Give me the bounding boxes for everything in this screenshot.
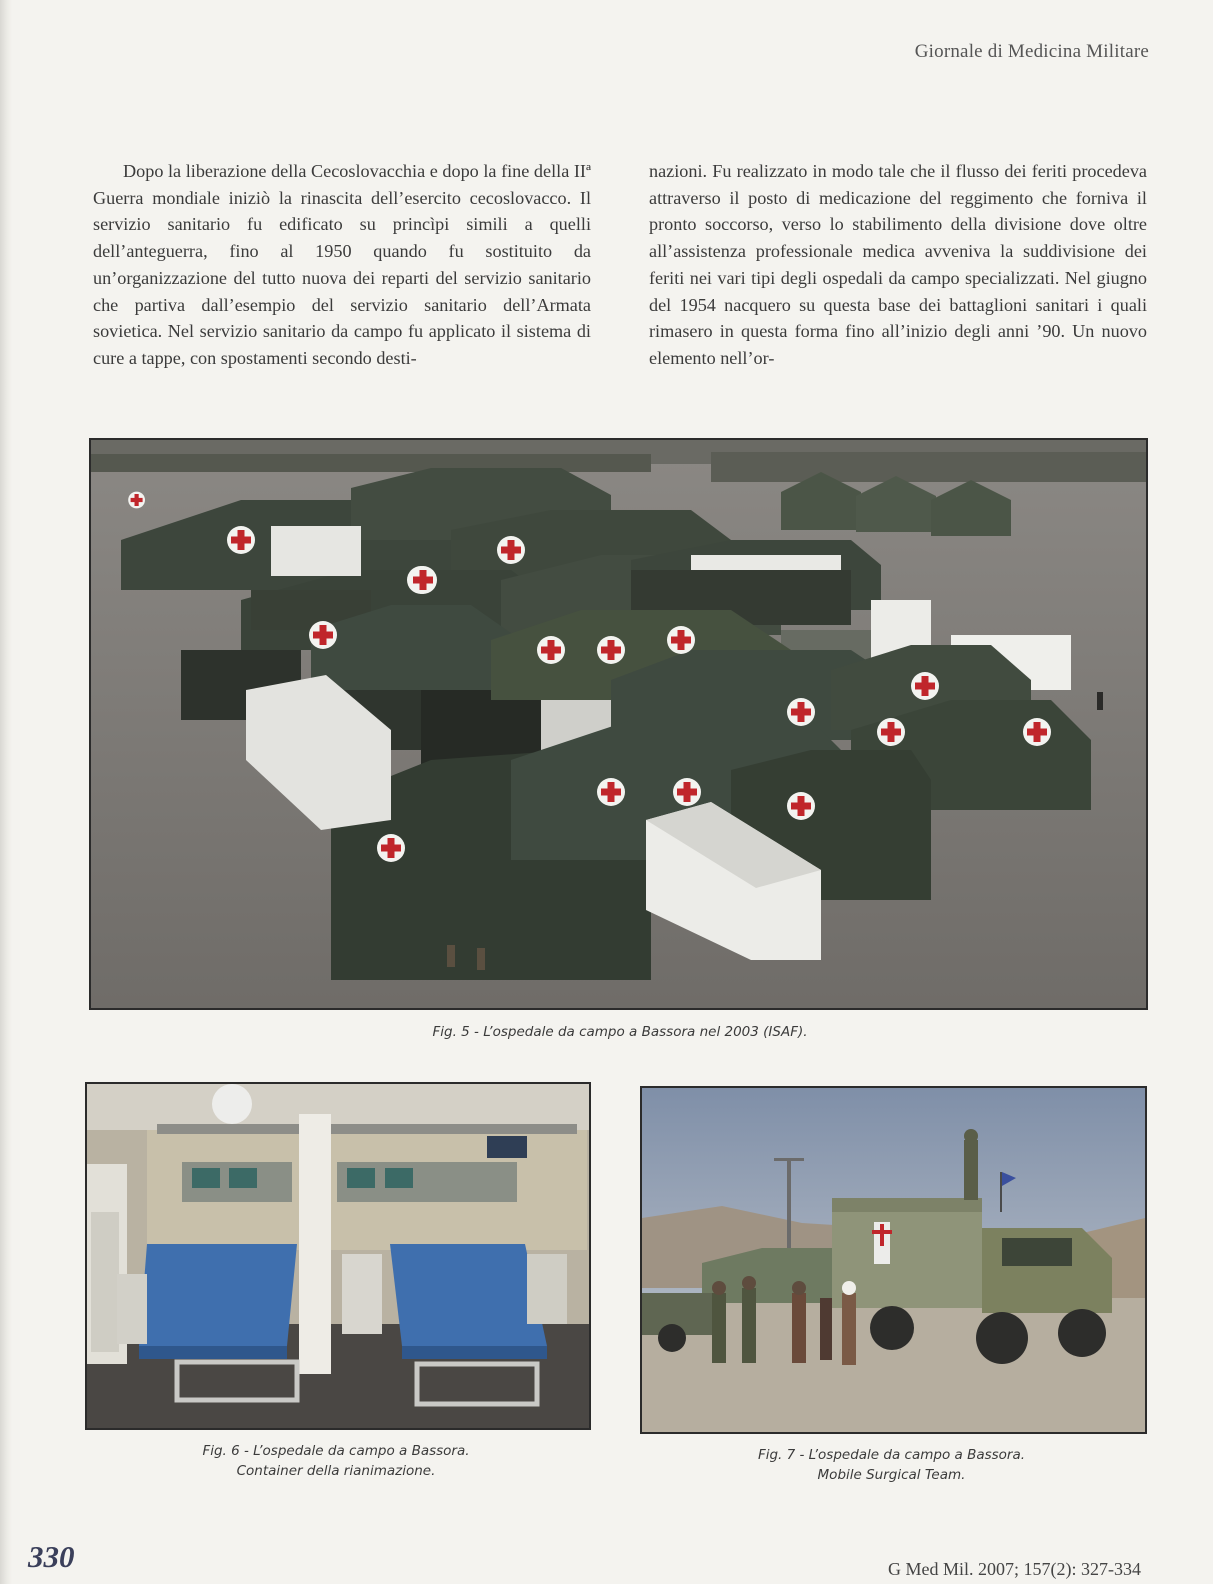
figure-5-photo — [89, 438, 1148, 1010]
figure-6-caption-line1: - L’ospedale da campo a Bassora. — [239, 1443, 470, 1459]
page-number: 330 — [28, 1539, 75, 1574]
figure-7-caption — [640, 1445, 1143, 1485]
body-text-right-column — [649, 158, 1147, 372]
journal-citation: G Med Mil. 2007; 157(2): 327-334 — [888, 1559, 1141, 1579]
figure-6-caption — [85, 1441, 587, 1481]
figure-6-caption-line2: Container della rianimazione. — [236, 1463, 436, 1479]
figure-5-caption-text: - L’ospedale da campo a Bassora nel 2003 (ISAF). — [469, 1024, 808, 1040]
body-paragraph-right: nazioni. Fu realizzato in modo tale che il flusso dei feriti procedeva attraverso il posto di medicazione del reggimento che forniva il pronto soccorso, verso lo stabilimento della divisione dove oltre all’assistenza professionale medica avveniva la suddivisione dei feriti nei vari tipi degli ospedali da campo specializzati. Nel giugno del 1954 nacquero su questa base dei battaglioni sanitari i quali rimasero in questa forma fino all’inizio degli anni ’90. Un nuovo elemento nell’or- — [649, 161, 1147, 368]
figure-7-label: Fig. 7 — [757, 1447, 796, 1463]
figure-6-label: Fig. 6 — [202, 1443, 240, 1459]
body-paragraph-left: Dopo la liberazione della Cecoslovacchia e dopo la fine della IIª Guerra mondiale iniziò la rinascita dell’esercito cecoslovacco. Il servizio sanitario fu edificato su princìpi simili a quelli dell’anteguerra, fino al 1950 quando fu sostituito da un’organizzazione del tutto nuova dei reparti del servizio sanitario che partiva dall’esempio del servizio sanitario dell’Armata sovietica. Nel servizio sanitario da campo fu applicato il sistema di cure a tappe, con spostamenti secondo desti- — [93, 161, 591, 368]
figure-7-photo — [640, 1086, 1147, 1434]
body-text-left-column — [93, 158, 591, 372]
figure-7-caption-line2: Mobile Surgical Team. — [817, 1467, 966, 1483]
figure-5-caption — [300, 1022, 940, 1042]
figure-7-caption-line1: - L’ospedale da campo a Bassora. — [795, 1447, 1026, 1463]
figure-6-photo — [85, 1082, 591, 1430]
field-hospital-aerial-image — [91, 440, 1146, 1008]
mobile-surgical-team-image — [642, 1088, 1145, 1432]
journal-title: Giornale di Medicina Militare — [914, 41, 1149, 62]
icu-container-interior-image — [87, 1084, 589, 1428]
page-binding-edge — [0, 0, 12, 1584]
figure-5-label: Fig. 5 — [432, 1024, 470, 1040]
